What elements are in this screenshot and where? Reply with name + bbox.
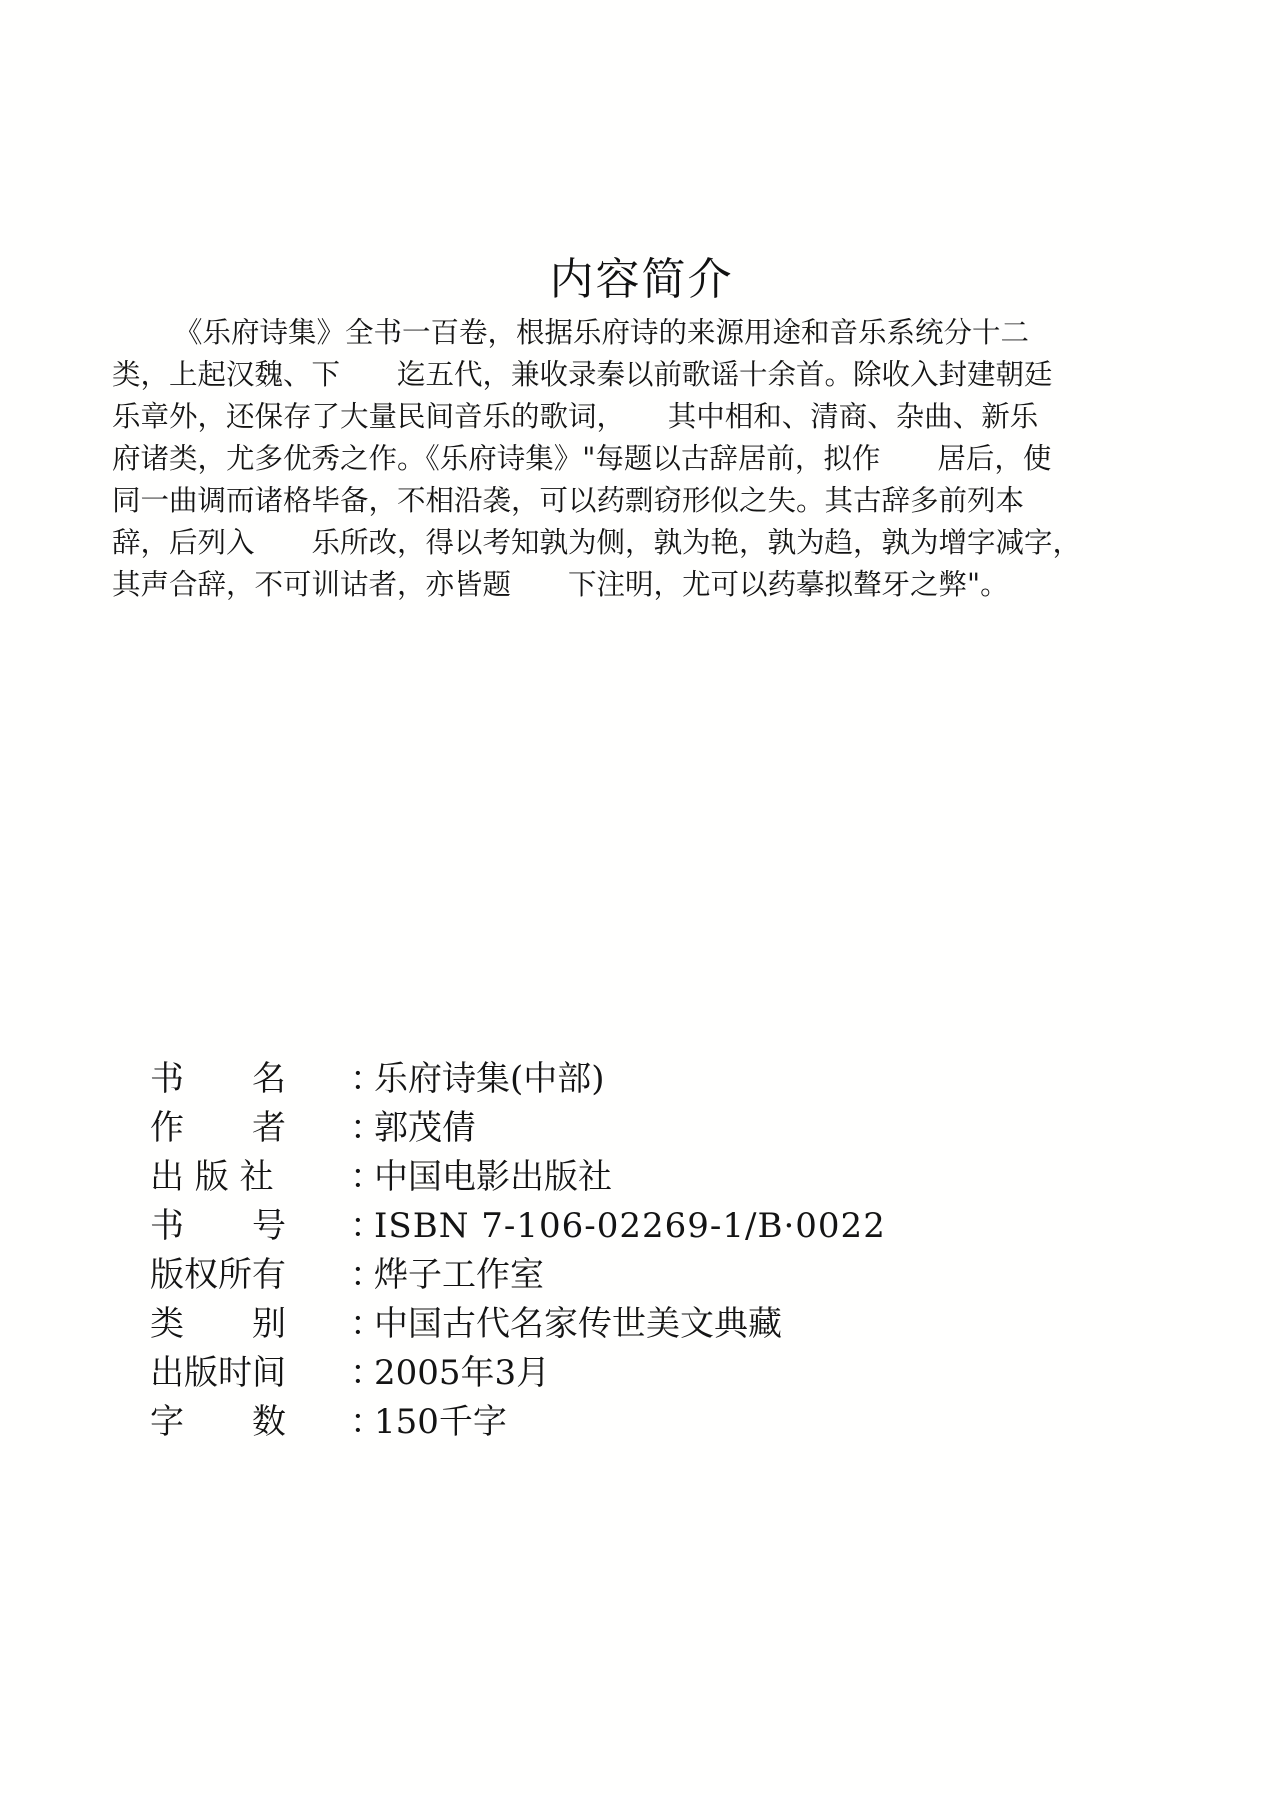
metadata-row-author — [150, 1104, 1150, 1153]
metadata-value: 中国电影出版社 — [374, 1157, 612, 1197]
metadata-row-title — [150, 1055, 1150, 1104]
intro-line: 同一曲调而诸格毕备，不相沿袭，可以药剽窃形似之失。其古辞多前列本 — [112, 484, 1025, 517]
book-metadata-list — [150, 1055, 1150, 1447]
intro-line: 辞，后列入 乐所改，得以考知孰为侧，孰为艳，孰为趋，孰为增字减字， — [112, 526, 1082, 559]
metadata-label: 出 版 社 — [150, 1157, 274, 1197]
metadata-colon: ： — [350, 1353, 384, 1393]
metadata-colon: ： — [350, 1402, 384, 1442]
metadata-label: 类 别 — [150, 1304, 286, 1344]
metadata-value: 150千字 — [374, 1402, 507, 1442]
metadata-label: 版权所有 — [150, 1255, 286, 1295]
metadata-label: 字 数 — [150, 1402, 286, 1442]
metadata-label: 出版时间 — [150, 1353, 286, 1393]
metadata-row-copyright — [150, 1251, 1150, 1300]
intro-line: 府诸类，尤多优秀之作。《乐府诗集》"每题以古辞居前，拟作 居后，使 — [112, 442, 1052, 475]
metadata-row-word-count — [150, 1398, 1150, 1447]
metadata-colon: ： — [350, 1157, 384, 1197]
metadata-row-publish-date — [150, 1349, 1150, 1398]
intro-paragraph — [112, 312, 1175, 606]
intro-line: 其声合辞，不可训诂者，亦皆题 下注明，尤可以药摹拟聱牙之弊"。 — [112, 568, 1009, 601]
metadata-row-publisher — [150, 1153, 1150, 1202]
intro-line: 类，上起汉魏、下 迄五代，兼收录秦以前歌谣十余首。除收入封建朝廷 — [112, 358, 1053, 391]
page-title: 内容简介 — [549, 254, 734, 305]
metadata-label: 书 名 — [150, 1059, 286, 1099]
metadata-value: 烨子工作室 — [374, 1255, 544, 1295]
metadata-value: 2005年3月 — [374, 1353, 551, 1393]
metadata-value: 中国古代名家传世美文典藏 — [374, 1304, 782, 1344]
metadata-colon: ： — [350, 1206, 384, 1246]
metadata-row-isbn — [150, 1202, 1150, 1251]
metadata-label: 书 号 — [150, 1206, 286, 1246]
intro-line: 《乐府诗集》全书一百卷，根据乐府诗的来源用途和音乐系统分十二 — [174, 316, 1030, 349]
metadata-colon: ： — [350, 1108, 384, 1148]
metadata-colon: ： — [350, 1255, 384, 1295]
metadata-value: ISBN 7-106-02269-1/B·0022 — [374, 1206, 886, 1246]
metadata-colon: ： — [350, 1304, 384, 1344]
intro-line: 乐章外，还保存了大量民间音乐的歌词， 其中相和、清商、杂曲、新乐 — [112, 400, 1039, 433]
metadata-row-category — [150, 1300, 1150, 1349]
metadata-value: 郭茂倩 — [374, 1108, 476, 1148]
metadata-colon: ： — [350, 1059, 384, 1099]
metadata-value: 乐府诗集(中部) — [374, 1059, 605, 1099]
metadata-label: 作 者 — [150, 1108, 286, 1148]
